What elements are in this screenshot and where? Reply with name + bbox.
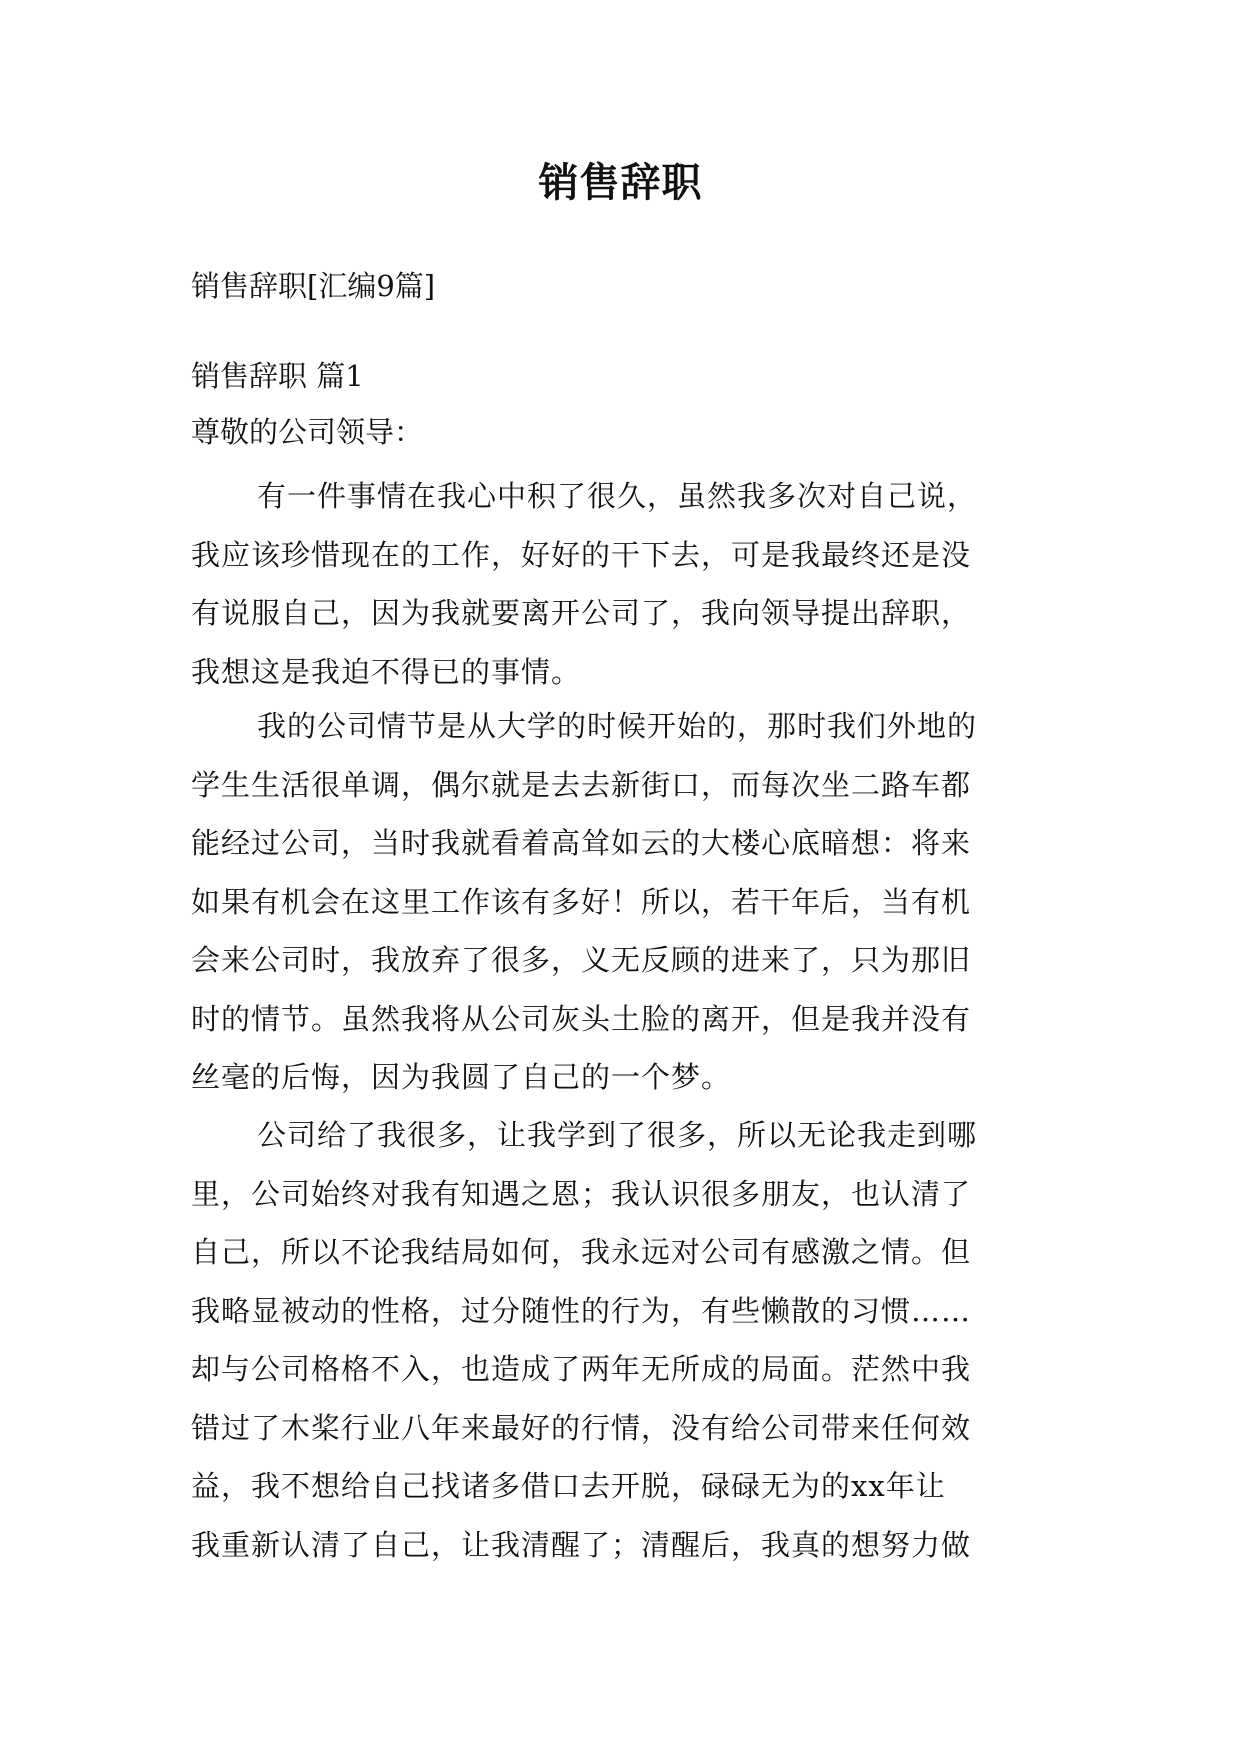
paragraph-line: 有一件事情在我心中积了很久，虽然我多次对自己说， bbox=[257, 479, 978, 513]
paragraph-line: 有说服自己，因为我就要离开公司了，我向领导提出辞职， bbox=[191, 596, 972, 630]
paragraph-line: 时的情节。虽然我将从公司灰头土脸的离开，但是我并没有 bbox=[191, 1001, 972, 1036]
paragraph-line: 能经过公司，当时我就看着高耸如云的大楼心底暗想：将来 bbox=[191, 826, 972, 860]
paragraph-line: 我的公司情节是从大学的时候开始的，那时我们外地的 bbox=[257, 709, 978, 743]
paragraph-line: 却与公司格格不入，也造成了两年无所成的局面。茫然中我 bbox=[191, 1352, 972, 1386]
paragraph-line: 我应该珍惜现在的工作，好好的干下去，可是我最终还是没 bbox=[191, 537, 972, 572]
paragraph-line: 学生生活很单调，偶尔就是去去新街口，而每次坐二路车都 bbox=[191, 767, 972, 802]
collection-subtitle: 销售辞职[汇编9篇] bbox=[191, 269, 436, 303]
section-heading: 销售辞职 篇1 bbox=[191, 359, 364, 393]
paragraph-line: 自己，所以不论我结局如何，我永远对公司有感激之情。但 bbox=[191, 1235, 972, 1269]
paragraph-line: 里，公司始终对我有知遇之恩；我认识很多朋友，也认清了 bbox=[191, 1176, 972, 1211]
paragraph-line: 我想这是我迫不得已的事情。 bbox=[191, 654, 582, 689]
paragraph-line: 错过了木桨行业八年来最好的行情，没有给公司带来任何效 bbox=[191, 1410, 972, 1445]
body-paragraph-2 bbox=[191, 697, 1051, 1107]
body-paragraph-3 bbox=[191, 1106, 1051, 1574]
paragraph-line: 我重新认清了自己，让我清醒了；清醒后，我真的想努力做 bbox=[191, 1527, 972, 1562]
paragraph-line: 丝毫的后悔，因为我圆了自己的一个梦。 bbox=[191, 1060, 732, 1094]
body-paragraph-1 bbox=[191, 467, 1051, 701]
paragraph-line: 公司给了我很多，让我学到了很多，所以无论我走到哪 bbox=[257, 1118, 978, 1152]
paragraph-line: 我略显被动的性格，过分随性的行为，有些懒散的习惯…… bbox=[191, 1293, 972, 1328]
paragraph-line: 如果有机会在这里工作该有多好！所以，若干年后，当有机 bbox=[191, 884, 972, 919]
paragraph-line: 益，我不想给自己找诸多借口去开脱，碌碌无为的xx年让 bbox=[191, 1469, 946, 1503]
paragraph-line: 会来公司时，我放弃了很多，义无反顾的进来了，只为那旧 bbox=[191, 943, 972, 977]
document-title: 销售辞职 bbox=[538, 160, 703, 206]
salutation: 尊敬的公司领导： bbox=[191, 415, 424, 449]
